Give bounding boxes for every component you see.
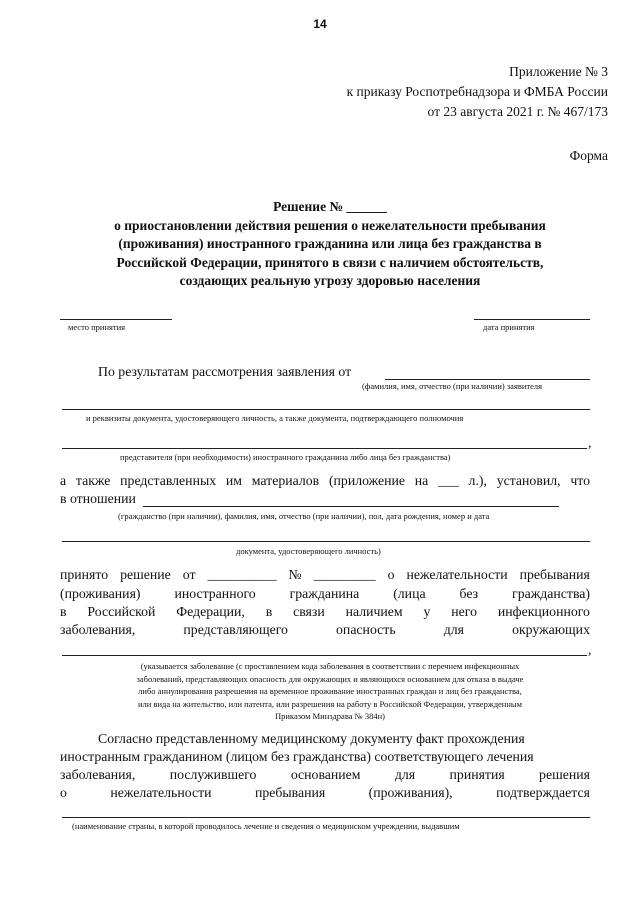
place-label: место принятия (68, 322, 126, 332)
page-number: 14 (313, 17, 327, 31)
disease-line[interactable] (62, 655, 587, 656)
applicant-line[interactable] (385, 379, 590, 380)
p1-caption-3: представителя (при необходимости) иностранного гражданина либо лица без гражданства) (120, 452, 451, 462)
p3-word: окружающих (512, 622, 590, 637)
p3-word: № (288, 567, 302, 582)
title-line-2: о приостановлении действия решения о нежелательности пребывания (114, 217, 546, 233)
p4-line-4 (60, 785, 590, 801)
p4-word: послужившего (169, 767, 257, 782)
p3-line-1 (60, 567, 590, 583)
p3-word: опасность (336, 622, 396, 637)
disease-note (60, 660, 600, 723)
p4-word: (проживания), (368, 785, 453, 800)
p3-word: принято (60, 567, 109, 582)
p2-word: а (60, 473, 67, 488)
p2-word: представленных (120, 473, 217, 488)
p3-word: Российской (87, 604, 156, 619)
p3-word: представляющего (183, 622, 288, 637)
p4-line-2-text: иностранным гражданином (лицом без гражданства) соответствующего лечения (60, 749, 534, 764)
decision-number-blank[interactable]: _________ (313, 567, 376, 582)
p4-word: основанием (290, 767, 361, 782)
annex-line-2: к приказу Роспотребнадзора и ФМБА России (346, 84, 608, 99)
p4-word: о (60, 785, 67, 800)
p3-word: в (265, 604, 273, 619)
applicant-line-3[interactable] (62, 448, 587, 449)
annex-line-3: от 23 августа 2021 г. № 467/173 (427, 104, 608, 119)
person-line[interactable] (143, 506, 559, 507)
p4-line-1 (98, 731, 590, 747)
note-line: (указывается заболевание (с проставлением кода заболевания в соответствии с перечнем инфекционных (140, 661, 520, 671)
treatment-line[interactable] (62, 817, 590, 818)
p2-line-1 (60, 473, 590, 489)
p4-caption: (наименование страны, в которой проводилось лечение и сведения о медицинском учреждении, выдавшим (72, 821, 460, 831)
p2-word: на (414, 473, 429, 488)
p3-word: от (182, 567, 196, 582)
p3-word: (проживания) (60, 586, 141, 601)
p3-line-4 (60, 622, 590, 638)
p3-word: него (451, 604, 478, 619)
p3-word: гражданина (289, 586, 360, 601)
note-line: или вида на жительство, или патента, или разрешения на работу в Российской Федерации, утвержденным (138, 698, 522, 709)
p3-line-3 (60, 604, 590, 620)
annex-header (288, 62, 608, 122)
applicant-line-2[interactable] (62, 409, 590, 410)
p3-word: связи (293, 604, 325, 619)
p4-line-1-text: Согласно представленному медицинскому документу факт прохождения (98, 731, 525, 746)
p3-line-2 (60, 586, 590, 602)
p4-word: решения (539, 767, 590, 782)
p3-word: для (443, 622, 464, 637)
p2-caption-2: документа, удостоверяющего личность) (236, 546, 381, 556)
p2-word: материалов (251, 473, 320, 488)
p1-comma: , (588, 435, 592, 450)
p4-word: принятия (449, 767, 505, 782)
title-line-1: Решение № ______ (273, 199, 387, 214)
p2-word: (приложение (328, 473, 406, 488)
p1-lead: По результатам рассмотрения заявления от (98, 364, 352, 379)
note-line: либо аннулирования разрешения на временное проживание иностранных граждан и лиц без гражданства, (138, 686, 522, 696)
p4-word: заболевания, (60, 767, 136, 782)
p3-word: пребывания (519, 567, 590, 582)
p3-word: в (60, 604, 67, 619)
annex-line-1: Приложение № 3 (509, 64, 608, 79)
p3-word: нежелательности (406, 567, 508, 582)
form-label: Форма (569, 148, 608, 163)
p3-word: гражданства) (512, 586, 590, 601)
p2-caption-1: (гражданство (при наличии), фамилия, имя, отчество (при наличии), пол, дата рождения, номер и дата (118, 511, 490, 521)
p3-word: (лица (393, 586, 426, 601)
p4-line-3 (60, 767, 590, 783)
decision-date-blank[interactable]: __________ (207, 567, 277, 582)
note-line: Приказом Минздрава № 384н) (275, 711, 385, 721)
p2-word: им (225, 473, 243, 488)
p3-word: о (387, 567, 395, 582)
p3-word: заболевания, (60, 622, 136, 637)
p2-word: также (75, 473, 111, 488)
place-line[interactable] (60, 319, 172, 320)
attachment-pages-blank[interactable]: ___ (438, 473, 459, 488)
p2-line-2: в отношении (60, 491, 136, 506)
p2-word: что (570, 473, 590, 488)
p4-word: пребывания (254, 785, 326, 800)
date-line[interactable] (474, 319, 590, 320)
p3-word: решение (120, 567, 171, 582)
title-line-5: создающих реальную угрозу здоровью населения (179, 273, 481, 288)
title-line-3: (проживания) иностранного гражданина или лица без гражданства в (118, 236, 542, 251)
p4-word: подтверждается (496, 785, 590, 800)
date-label: дата принятия (483, 322, 535, 332)
p3-comma: , (588, 642, 592, 657)
p1-caption-1: (фамилия, имя, отчество (при наличии) заявителя (362, 381, 543, 391)
person-line-2[interactable] (62, 541, 590, 542)
p3-word: наличием (345, 604, 403, 619)
p3-word: Федерации, (176, 604, 245, 619)
p4-word: нежелательности (110, 785, 212, 800)
p3-word: без (459, 586, 479, 601)
p2-word: установил, (496, 473, 561, 488)
p4-line-2 (60, 749, 590, 765)
p3-word: у (423, 604, 431, 619)
document-title (60, 198, 600, 291)
title-line-4: Российской Федерации, принятого в связи с наличием обстоятельств, (116, 254, 544, 270)
note-line: заболеваний, представляющих опасность для окружающих и являющихся основанием для отказа в выдаче (136, 673, 524, 684)
p4-word: для (394, 767, 416, 782)
p2-word: л.), (468, 473, 487, 488)
p3-word: инфекционного (497, 604, 590, 619)
p1-caption-2: и реквизиты документа, удостоверяющего личность, а также документа, подтверждающего полномочия (86, 413, 464, 423)
p3-word: иностранного (174, 586, 256, 601)
